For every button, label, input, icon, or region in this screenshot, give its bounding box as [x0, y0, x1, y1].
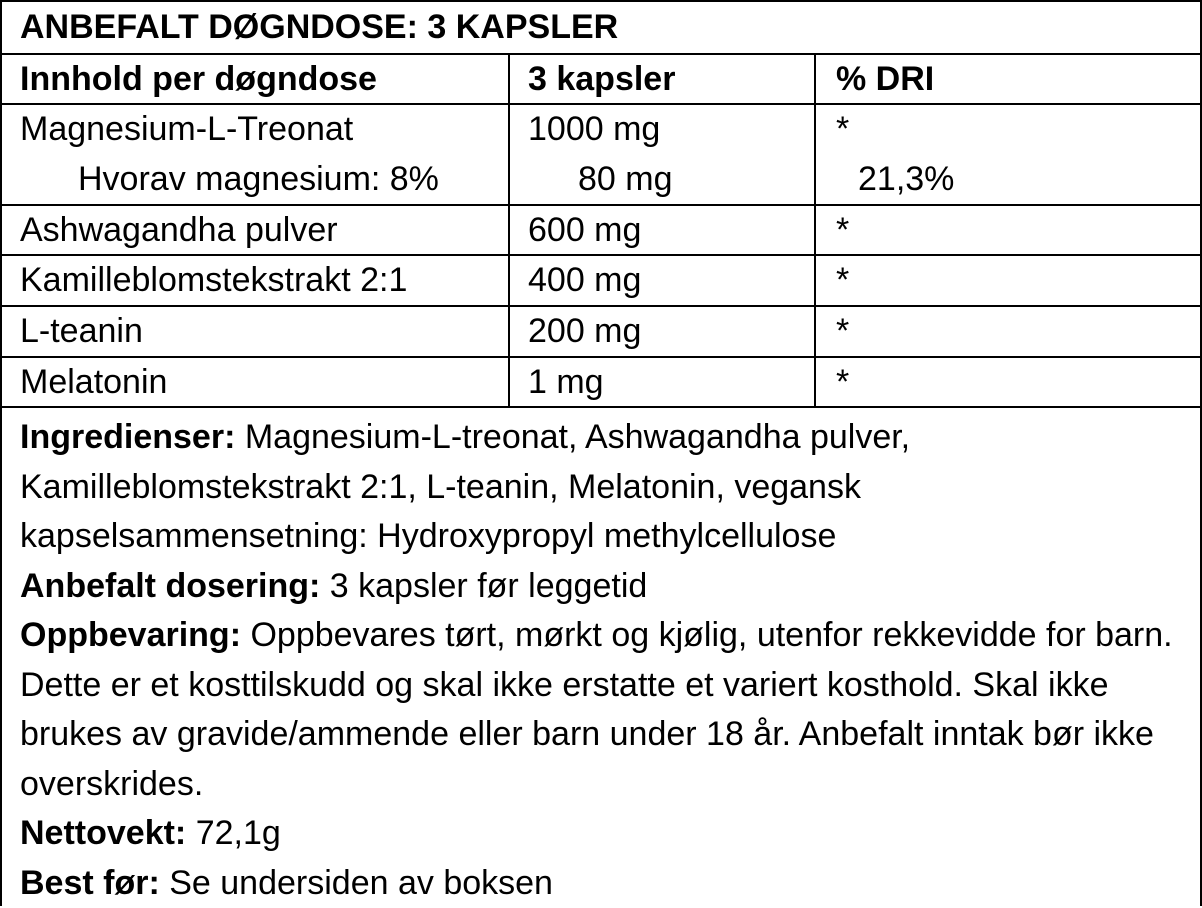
product-info — [20, 413, 1190, 908]
row-dri: * — [836, 258, 849, 302]
table-line-header — [0, 103, 1202, 105]
header-content: Innhold per døgndose — [20, 57, 377, 101]
table-line-row4 — [0, 356, 1202, 358]
best-before-label: Best før: — [20, 864, 160, 902]
row-name-sub: Hvorav magnesium: 8% — [78, 157, 439, 201]
table-line-bottom — [0, 406, 1202, 408]
ingredients-paragraph — [20, 413, 1190, 562]
storage-paragraph — [20, 611, 1190, 809]
table-line-row1 — [0, 204, 1202, 206]
row-name: Magnesium-L-Treonat — [20, 107, 353, 151]
best-before-text: Se undersiden av boksen — [160, 864, 553, 902]
table-column-divider-1 — [508, 53, 510, 408]
dosage-title: ANBEFALT DØGNDOSE: 3 KAPSLER — [20, 5, 618, 49]
table-column-divider-2 — [814, 53, 816, 408]
row-name: Melatonin — [20, 360, 167, 404]
row-amount: 600 mg — [528, 208, 641, 252]
row-name: Ashwagandha pulver — [20, 208, 338, 252]
row-dri: * — [836, 208, 849, 252]
row-amount: 400 mg — [528, 258, 641, 302]
row-amount-sub: 80 mg — [578, 157, 673, 201]
net-weight-paragraph — [20, 809, 1190, 859]
ingredients-label: Ingredienser: — [20, 418, 235, 456]
table-line-row3 — [0, 305, 1202, 307]
table-line-top — [0, 53, 1202, 55]
net-weight-text: 72,1g — [186, 814, 281, 852]
header-dri: % DRI — [836, 57, 934, 101]
row-amount: 1000 mg — [528, 107, 660, 151]
storage-text: Oppbevares tørt, mørkt og kjølig, utenfor rekkevidde for barn. Dette er et kosttilskudd og skal ikke erstatte et variert kosthold. Skal ikke brukes av gravide/ammende eller barn under 18 år. Anbefalt inntak bør ikke overskrides. — [20, 616, 1173, 803]
dosage-text: 3 kapsler før leggetid — [320, 567, 647, 605]
row-amount: 1 mg — [528, 360, 604, 404]
row-name: Kamilleblomstekstrakt 2:1 — [20, 258, 407, 302]
dosage-paragraph — [20, 562, 1190, 612]
row-dri-sub: 21,3% — [858, 157, 954, 201]
row-dri: * — [836, 309, 849, 353]
header-amount: 3 kapsler — [528, 57, 675, 101]
net-weight-label: Nettovekt: — [20, 814, 186, 852]
best-before-paragraph — [20, 859, 1190, 908]
row-dri: * — [836, 107, 849, 151]
dosage-label: Anbefalt dosering: — [20, 567, 320, 605]
row-name: L-teanin — [20, 309, 143, 353]
table-line-row2 — [0, 254, 1202, 256]
ingredients-text: Magnesium-L-treonat, Ashwagandha pulver, Kamilleblomstekstrakt 2:1, L-teanin, Melatonin, vegansk kapselsammensetning: Hydroxypropyl methylcellulose — [20, 418, 910, 555]
row-dri: * — [836, 360, 849, 404]
row-amount: 200 mg — [528, 309, 641, 353]
storage-label: Oppbevaring: — [20, 616, 241, 654]
